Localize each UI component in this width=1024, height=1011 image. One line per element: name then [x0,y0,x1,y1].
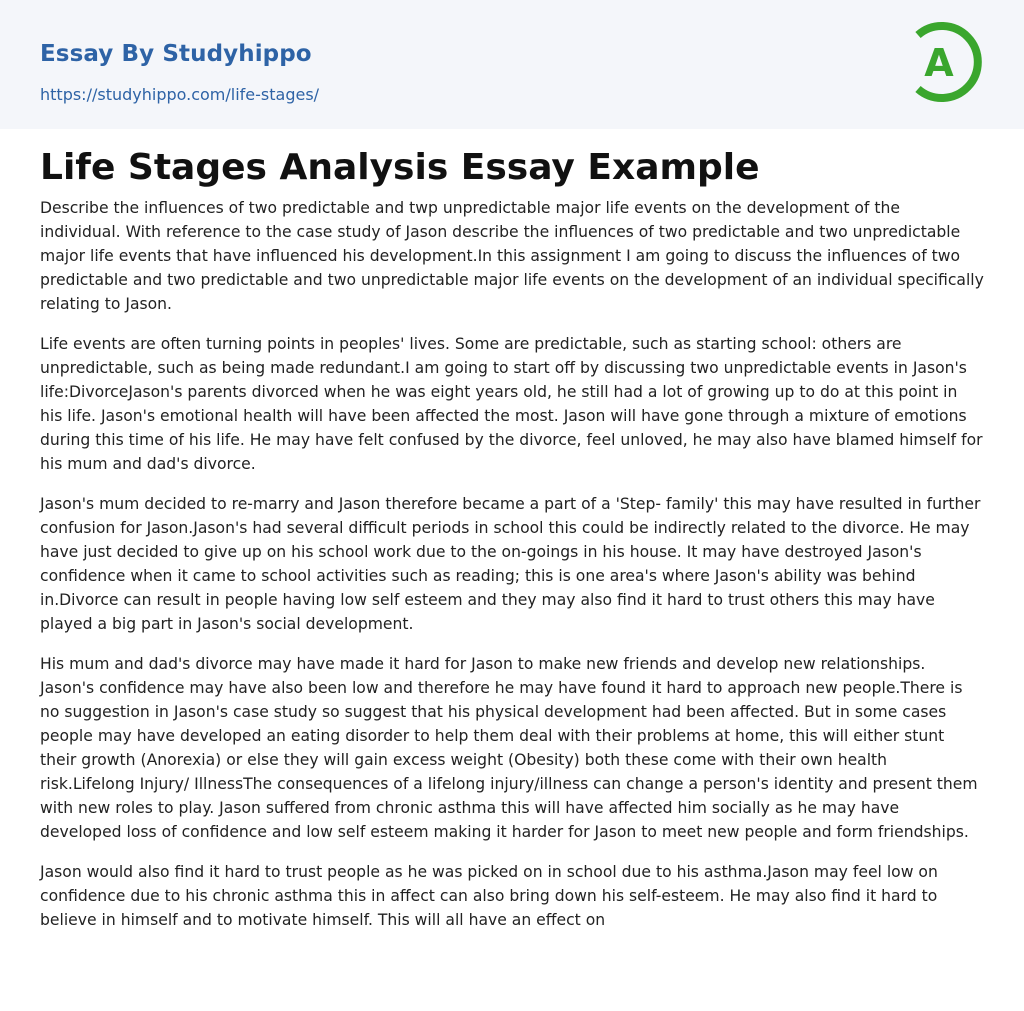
studyhippo-logo-icon[interactable] [908,17,988,107]
logo-letter: A [924,41,954,85]
essay-url-link[interactable]: https://studyhippo.com/life-stages/ [40,85,320,104]
essay-paragraph-1: Describe the influences of two predictable and twp unpredictable major life events on the development of the individual. With reference to the case study of Jason describe the influences of two predictable and two unpredictable major life events that have influenced his development.In this assignment I am going to discuss the influences of two predictable and two predictable and two unpredictable major life events on the development of an individual specifically relating to Jason. [40,199,984,313]
site-brand[interactable]: Essay By Studyhippo [40,41,312,67]
essay-paragraph-4: His mum and dad's divorce may have made it hard for Jason to make new friends and develop new relationships. Jason's confidence may have also been low and therefore he may have found it hard to approach new people.There is no suggestion in Jason's case study so suggest that his physical development had been affected. But in some cases people may have developed an eating disorder to help them deal with their problems at home, this will either stunt their growth (Anorexia) or else they will gain excess weight (Obesity) both these come with their own health risk.Lifelong Injury/ IllnessThe consequences of a lifelong injury/illness can change a person's identity and present them with new roles to play. Jason suffered from chronic asthma this will have affected him socially as he may have developed loss of confidence and low self esteem making it harder for Jason to meet new people and form friendships. [40,655,978,841]
essay-title: Life Stages Analysis Essay Example [40,147,760,188]
essay-paragraph-2: Life events are often turning points in peoples' lives. Some are predictable, such as starting school: others are unpredictable, such as being made redundant.I am going to start off by discussing two unpredictable events in Jason's life:DivorceJason's parents divorced when he was eight years old, he still had a lot of growing up to do at this point in his life. Jason's emotional health will have been affected the most. Jason will have gone through a mixture of emotions during this time of his life. He may have felt confused by the divorce, feel unloved, he may also have blamed himself for his mum and dad's divorce. [40,335,983,473]
site-header [0,0,1024,129]
essay-paragraph-5: Jason would also find it hard to trust people as he was picked on in school due to his asthma.Jason may feel low on confidence due to his chronic asthma this in affect can also bring down his self-esteem. He may also find it hard to believe in himself and to motivate himself. This will all have an effect on [40,863,938,929]
essay-paragraph-3: Jason's mum decided to re-marry and Jason therefore became a part of a 'Step- family' this may have resulted in further confusion for Jason.Jason's had several difficult periods in school this could be indirectly related to the divorce. He may have just decided to give up on his school work due to the on-goings in his house. It may have destroyed Jason's confidence when it came to school activities such as reading; this is one area's where Jason's ability was behind in.Divorce can result in people having low self esteem and they may also find it hard to trust others this may have played a big part in Jason's social development. [40,495,981,633]
article [0,129,1024,932]
